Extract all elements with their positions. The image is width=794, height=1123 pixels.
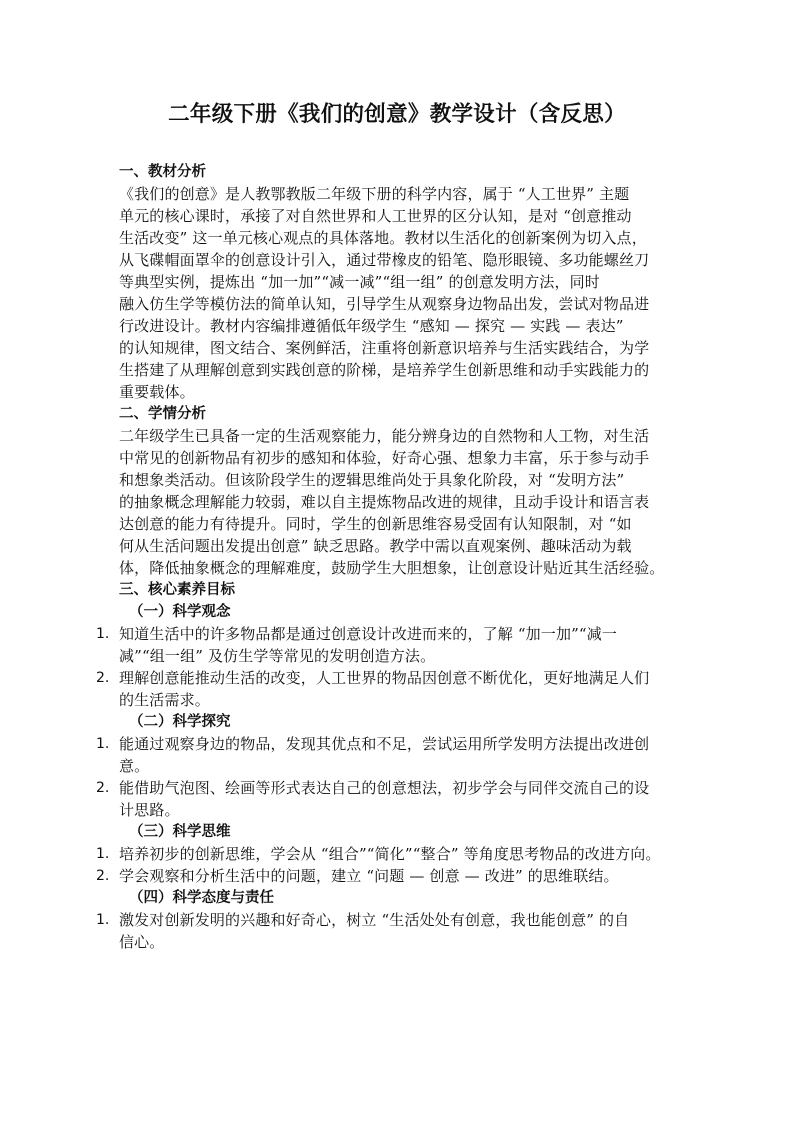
text-line: 的认知规律，图文结合、案例鲜活，注重将创新意识培养与生活实践结合，为学 [119,339,650,357]
subheading-scientific-thinking: （三）科学思维 [129,824,231,840]
paragraph-learner-analysis [119,425,679,579]
text-line: 理解创意能推动生活的改变，人工世界的物品因创意不断优化，更好地满足人们 [119,669,650,687]
list-number: 1. [96,912,110,928]
document-body [96,161,679,953]
section-heading-textbook-analysis: 一、教材分析 [119,164,206,180]
text-line: 生搭建了从理解创意到实践创意的阶梯，是培养学生创新思维和动手实践能力的 [119,361,650,379]
text-line: 信心。 [119,933,165,951]
text-line: 和想象类活动。但该阶段学生的逻辑思维尚处于具象化阶段，对 “发明方法” [119,471,625,489]
text-line: 能通过观察身边的物品，发现其优点和不足，尝试运用所学发明方法提出改进创 [119,735,650,753]
text-line: 从飞碟帽面罩伞的创意设计引入，通过带橡皮的铅笔、隐形眼镜、多功能螺丝刀 [119,251,650,269]
list-number: 1. [96,846,110,862]
text-line: 单元的核心课时，承接了对自然世界和人工世界的区分认知，是对 “创意推动 [119,207,632,225]
list-item [96,909,679,953]
list-item [96,623,679,667]
text-line: 何从生活问题出发提出创意” 缺乏思路。教学中需以直观案例、趣味活动为载 [119,537,632,555]
list-number: 2. [96,868,110,884]
text-line: 达创意的能力有待提升。同时，学生的创新思维容易受固有认知限制，对 “如 [119,515,632,533]
text-line: 二年级学生已具备一定的生活观察能力，能分辨身边的自然物和人工物，对生活 [119,427,650,445]
section-heading-learner-analysis: 二、学情分析 [119,406,206,422]
text-line: 等典型实例，提炼出 “加一加”“减一减”“组一组” 的创意发明方法，同时 [119,273,600,291]
text-line: 《我们的创意》是人教鄂教版二年级下册的科学内容，属于 “人工世界” 主题 [119,185,630,203]
list-number: 1. [96,626,110,642]
list-number: 2. [96,670,110,686]
text-line: 体，降低抽象概念的理解难度，鼓励学生大胆想象，让创意设计贴近其生活经验。 [119,559,665,577]
text-line: 中常见的创新物品有初步的感知和体验，好奇心强、想象力丰富，乐于参与动手 [119,449,650,467]
list-number: 2. [96,780,110,796]
text-line: 计思路。 [119,801,180,819]
list-item [96,865,679,887]
text-line: 生活改变” 这一单元核心观点的具体落地。教材以生活化的创新案例为切入点， [119,229,647,247]
text-line: 学会观察和分析生活中的问题，建立 “问题 — 创意 — 改进” 的思维联结。 [119,867,619,885]
list-item [96,777,679,821]
text-line: 的生活需求。 [119,691,210,709]
text-line: 能借助气泡图、绘画等形式表达自己的创意想法，初步学会与同伴交流自己的设 [119,779,650,797]
goal-list-thinking [96,843,679,887]
text-line: 激发对创新发明的兴趣和好奇心，树立 “生活处处有创意，我也能创意” 的自 [119,911,630,929]
document-title: 二年级下册《我们的创意》教学设计（含反思） [168,102,626,127]
text-line: 的抽象概念理解能力较弱，难以自主提炼物品改进的规律，且动手设计和语言表 [119,493,650,511]
paragraph-textbook-analysis [119,183,679,403]
text-line: 知道生活中的许多物品都是通过创意设计改进而来的，了解 “加一加”“减一 [119,625,618,643]
text-line: 意。 [119,757,150,775]
text-line: 减”“组一组” 及仿生学等常见的发明创造方法。 [119,647,436,665]
subheading-attitude-responsibility: （四）科学态度与责任 [129,890,274,906]
text-line: 重要载体。 [119,383,195,401]
list-item [96,843,679,865]
goal-list-attitude [96,909,679,953]
text-line: 融入仿生学等模仿法的简单认知，引导学生从观察身边物品出发，尝试对物品进 [119,295,650,313]
list-number: 1. [96,736,110,752]
text-line: 培养初步的创新思维，学会从 “组合”“简化”“整合” 等角度思考物品的改进方向。 [119,845,661,863]
subheading-scientific-inquiry: （二）科学探究 [129,714,231,730]
list-item [96,733,679,777]
goal-list-inquiry [96,733,679,821]
goal-list-concepts [96,623,679,711]
list-item [96,667,679,711]
section-heading-core-goals: 三、核心素养目标 [119,582,235,598]
text-line: 行改进设计。教材内容编排遵循低年级学生 “感知 — 探究 — 实践 — 表达” [119,317,624,335]
subheading-scientific-concepts: （一）科学观念 [129,604,231,620]
